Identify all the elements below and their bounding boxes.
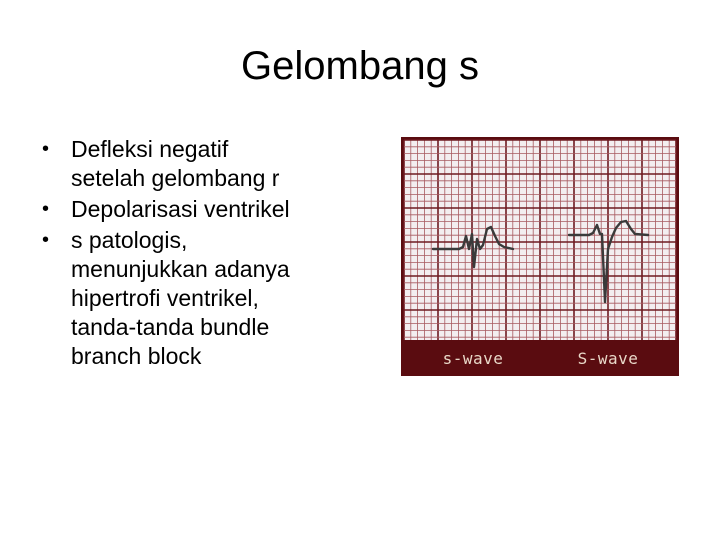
- bullet-item: [42, 195, 372, 224]
- bullet-line: s patologis,: [71, 227, 188, 253]
- bullet-line: branch block: [71, 343, 202, 369]
- ecg-grid-lines: [404, 140, 676, 340]
- bullet-line: hipertrofi ventrikel,: [71, 285, 259, 311]
- bullet-line: tanda-tanda bundle: [71, 314, 270, 340]
- bullet-list: [42, 135, 372, 373]
- ecg-label-S-wave: S-wave: [577, 349, 639, 368]
- bullet-marker: •: [42, 229, 50, 251]
- bullet-line: Defleksi negatif: [71, 136, 229, 162]
- bullet-line: menunjukkan adanya: [71, 256, 290, 282]
- slide-title: Gelombang s: [241, 44, 479, 88]
- bullet-line: Depolarisasi ventrikel: [71, 196, 290, 222]
- bullet-item: [42, 135, 372, 193]
- ecg-strip-svg: [401, 137, 679, 376]
- ecg-label-s-wave: s-wave: [442, 349, 504, 368]
- bullet-item: [42, 226, 372, 371]
- bullet-marker: •: [42, 138, 50, 160]
- bullet-marker: •: [42, 198, 50, 220]
- ecg-strip-image: [401, 137, 679, 376]
- bullet-line: setelah gelombang r: [71, 165, 280, 191]
